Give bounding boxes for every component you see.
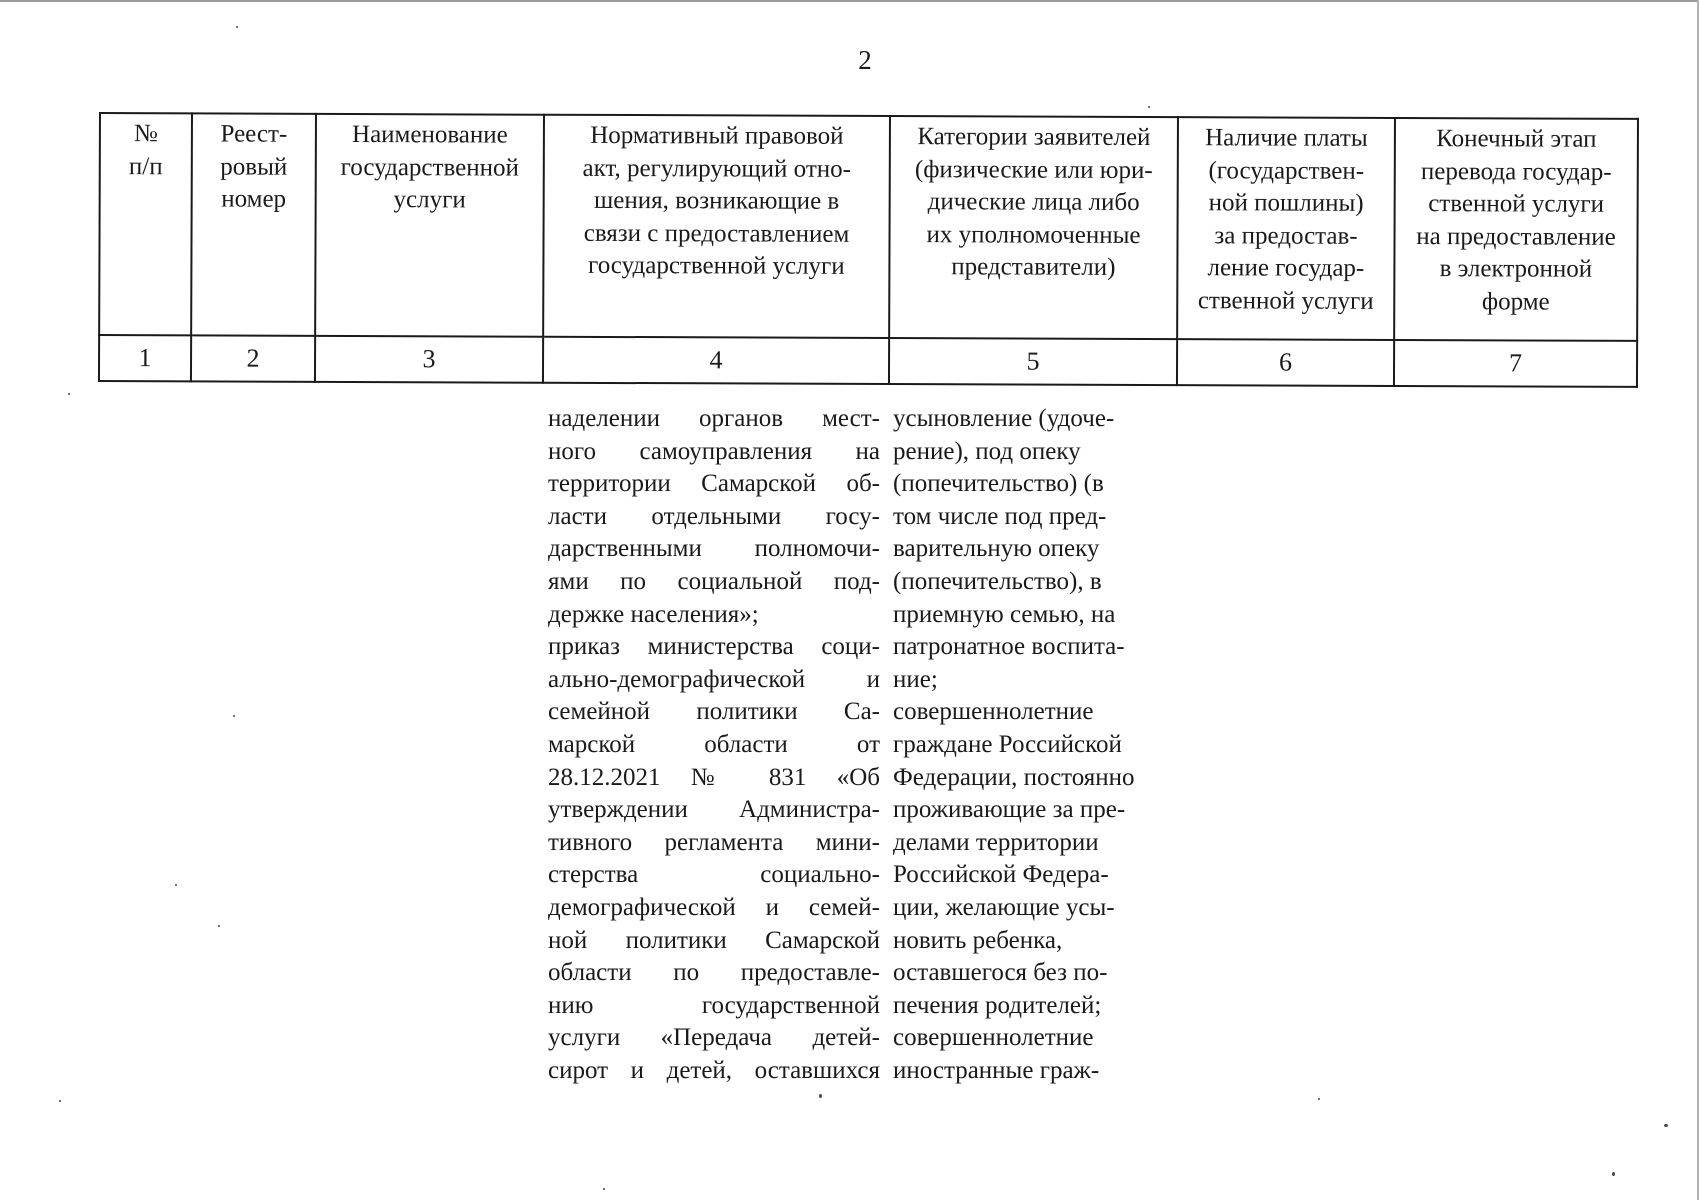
- text-line: утверждении Администра-: [548, 796, 880, 824]
- scan-speck: [1318, 1098, 1320, 1100]
- header-cell-applicant-categories: [889, 116, 1178, 339]
- page-number: 2: [858, 45, 872, 75]
- text-line: усыновление (удоче-: [893, 405, 1115, 432]
- column-number-cell: 4: [543, 337, 889, 384]
- text-line: делами территории: [893, 828, 1099, 856]
- column-number-cell: 1: [99, 335, 191, 381]
- header-cell-line: форме: [1481, 287, 1550, 316]
- registry-table-header: [98, 112, 1639, 388]
- text-line: совершеннолетние: [893, 698, 1094, 726]
- header-cell-line: государственной: [340, 153, 519, 182]
- text-line: том числе под пред-: [893, 502, 1107, 530]
- header-cell-line: ровый: [220, 152, 288, 181]
- text-line: варительную опеку: [893, 535, 1100, 563]
- header-cell-line: акт, регулирующий отно-: [582, 154, 852, 183]
- text-line: ной политики Самарской: [548, 926, 880, 954]
- text-line: ние;: [893, 665, 938, 693]
- header-cell-line: за предостав-: [1214, 221, 1358, 250]
- text-line: области по предоставле-: [548, 959, 880, 987]
- text-line: дарственными полномочи-: [548, 535, 880, 563]
- text-line: новить ребенка,: [893, 926, 1063, 954]
- header-cell-line: №: [133, 120, 158, 148]
- column-number-cell: 3: [315, 336, 543, 383]
- column-number-row: [99, 335, 1637, 387]
- scan-edge-top: [0, 0, 1699, 2]
- header-cell-line: Категории заявителей: [917, 123, 1151, 152]
- header-cell-line: ственной услуги: [1428, 190, 1605, 218]
- header-cell-line: ление государ-: [1207, 254, 1365, 282]
- header-cell-line: их уполномоченные: [926, 220, 1141, 249]
- scan-speck: [175, 884, 177, 886]
- text-line: нию государственной: [548, 991, 880, 1019]
- column-number-cell: 2: [191, 335, 315, 381]
- scan-speck: [59, 1100, 61, 1102]
- header-cell-line: Нормативный правовой: [590, 121, 844, 150]
- text-line: граждане Российской: [893, 730, 1122, 758]
- header-cell-final-stage: [1394, 118, 1638, 341]
- text-line: стерства социально-: [548, 861, 880, 889]
- header-cell-line: Конечный этап: [1436, 125, 1597, 153]
- text-line: демографической и семей-: [548, 893, 880, 921]
- column-4-legal-act-text: [548, 403, 880, 1087]
- header-cell-line: (физические или юри-: [914, 155, 1153, 184]
- text-line: патронатное воспита-: [893, 633, 1125, 661]
- header-cell-service-name: [315, 114, 544, 337]
- header-cell-line: (государствен-: [1208, 156, 1365, 185]
- header-cell-number: [99, 113, 192, 335]
- scan-speck: [233, 715, 235, 717]
- text-line: марской области от: [548, 730, 880, 758]
- scan-speck: [603, 1188, 605, 1190]
- header-cell-line: государственной услуги: [588, 251, 845, 280]
- text-line: (попечительство) (в: [893, 470, 1104, 498]
- text-line: приказ министерства соци-: [548, 633, 880, 661]
- text-line: печения родителей;: [893, 991, 1102, 1019]
- header-cell-line: шения, возникающие в: [594, 186, 840, 215]
- scan-speck: [68, 393, 70, 395]
- column-number-cell: 6: [1177, 339, 1394, 386]
- text-line: приемную семью, на: [893, 600, 1116, 628]
- text-line: рение), под опеку: [893, 437, 1081, 465]
- scan-speck: [819, 1094, 822, 1098]
- scan-speck: [1664, 1124, 1668, 1127]
- header-cell-line: ственной услуги: [1197, 286, 1374, 315]
- scan-speck: [1148, 106, 1150, 108]
- header-cell-line: перевода государ-: [1420, 157, 1612, 186]
- scan-speck: [218, 925, 220, 927]
- text-line: тивного регламента мини-: [548, 828, 880, 856]
- header-cell-line: ной пошлины): [1208, 189, 1364, 217]
- text-line: ного самоуправления на: [548, 437, 880, 465]
- text-line: наделении органов мест-: [548, 405, 880, 432]
- header-cell-line: Реест-: [220, 120, 288, 148]
- header-cell-line: связи с предоставлением: [583, 219, 850, 248]
- text-line: проживающие за пре-: [893, 796, 1126, 824]
- column-number-cell: 7: [1394, 340, 1637, 387]
- text-line: (попечительство), в: [893, 567, 1102, 595]
- header-cell-line: в электронной: [1439, 255, 1593, 283]
- text-line: 28.12.2021 № 831 «Об: [548, 763, 880, 791]
- text-line: ями по социальной под-: [548, 567, 880, 595]
- header-cell-line: представители): [951, 253, 1116, 281]
- text-line: Федерации, постоянно: [893, 763, 1135, 791]
- text-line: Российской Федера-: [893, 861, 1109, 889]
- text-line: услуги «Передача детей-: [548, 1024, 880, 1052]
- column-number-cell: 5: [889, 338, 1177, 385]
- text-line: семейной политики Са-: [548, 698, 880, 726]
- header-row: [99, 113, 1638, 341]
- text-line: совершеннолетние: [893, 1024, 1094, 1052]
- text-line: иностранные граж-: [893, 1056, 1100, 1084]
- scan-speck: [1612, 1172, 1615, 1176]
- scan-speck: [236, 26, 238, 28]
- header-cell-registry-number: [191, 113, 316, 335]
- header-cell-line: п/п: [128, 152, 163, 180]
- header-cell-line: услуги: [393, 186, 466, 214]
- header-cell-line: номер: [221, 185, 287, 213]
- header-cell-line: дические лица либо: [927, 188, 1140, 216]
- header-cell-fee: [1177, 117, 1395, 340]
- text-line: территории Самарской об-: [548, 470, 880, 498]
- column-5-applicant-categories-text: [893, 403, 1175, 1087]
- header-cell-line: Наименование: [351, 120, 508, 149]
- text-line: оставшегося без по-: [893, 959, 1108, 987]
- text-line: сирот и детей, оставшихся: [548, 1056, 880, 1084]
- text-line: ально-демографической и: [548, 665, 880, 693]
- header-cell-line: на предоставление: [1416, 222, 1616, 251]
- text-line: держке населения»;: [548, 600, 759, 628]
- header-cell-line: Наличие платы: [1205, 124, 1368, 152]
- text-line: ласти отдельными госу-: [548, 502, 880, 530]
- header-cell-legal-act: [543, 115, 890, 338]
- text-line: ции, желающие усы-: [893, 893, 1115, 921]
